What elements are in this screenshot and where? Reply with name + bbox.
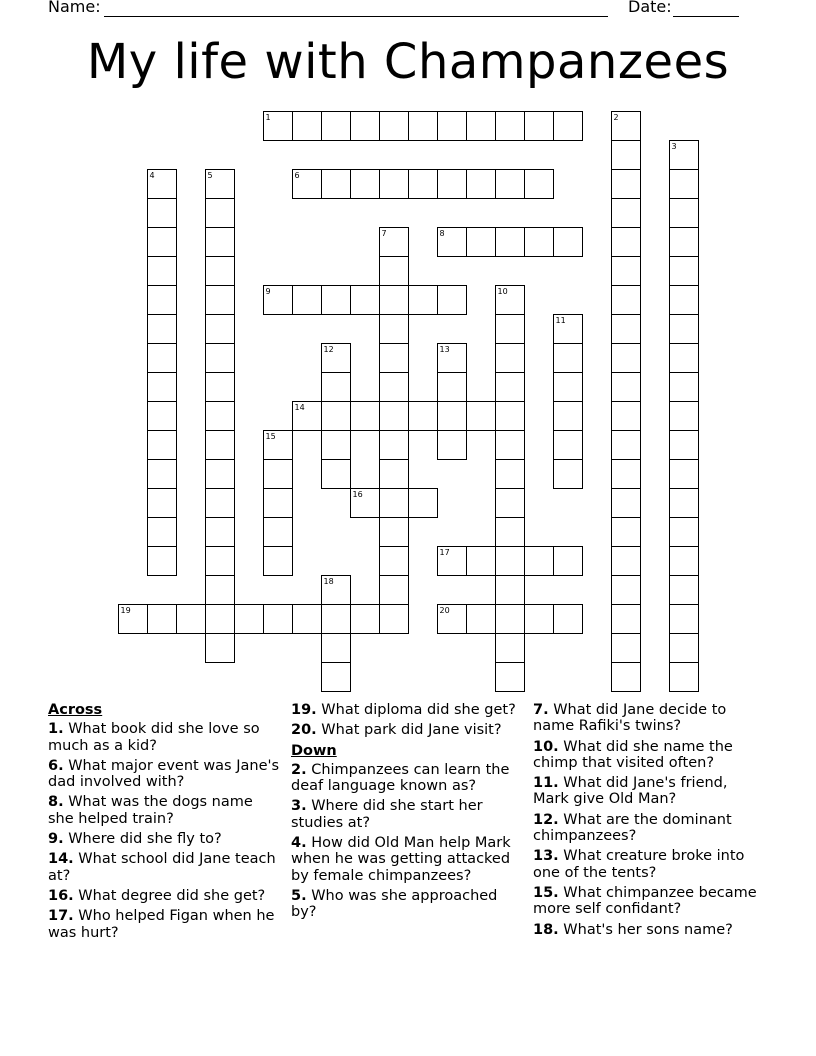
clue-number-label: 5 [207,171,213,180]
grid-cell[interactable] [525,547,554,576]
grid-cell[interactable] [264,547,293,576]
grid-cell[interactable] [148,489,177,518]
clue-number: 12. [533,811,559,828]
grid-cell[interactable] [293,112,322,141]
grid-cell[interactable] [351,170,380,199]
clue-text: What are the dominant chimpanzees? [533,811,732,845]
grid-cell[interactable] [322,286,351,315]
clue-number-label: 12 [323,345,334,354]
grid-cell[interactable] [612,547,641,576]
down-clue [533,812,763,845]
clue-number: 5. [291,887,307,904]
grid-cell[interactable] [206,373,235,402]
name-label: Name: [48,0,101,16]
grid-cell[interactable] [322,170,351,199]
clue-number: 7. [533,702,549,718]
grid-cell[interactable] [554,402,583,431]
clue-number: 13. [533,848,559,865]
grid-cell[interactable] [380,576,409,605]
grid-cell[interactable] [409,402,438,431]
grid-cell[interactable] [148,315,177,344]
clue-number-label: 18 [323,577,334,586]
clue-text: Chimpanzees can learn the deaf language known as? [291,761,510,795]
grid-cell[interactable] [670,257,699,286]
grid-cell[interactable] [322,605,351,634]
grid-cell[interactable] [438,402,467,431]
grid-cell[interactable] [525,228,554,257]
grid-cell[interactable] [670,199,699,228]
clue-text: What diploma did she get? [316,702,516,718]
grid-cell[interactable] [670,663,699,692]
clue-number-label: 17 [439,548,450,557]
grid-cell[interactable] [670,634,699,663]
page-title: My life with Champanzees [86,34,730,90]
clue-number: 2. [291,761,307,778]
grid-cell[interactable] [264,460,293,489]
clue-number-label: 1 [265,113,271,122]
clue-number: 15. [533,884,559,901]
grid-cell[interactable] [264,489,293,518]
clue-number-label: 15 [265,432,276,441]
grid-cell[interactable] [322,402,351,431]
grid-cell[interactable] [612,315,641,344]
grid-cell[interactable] [206,547,235,576]
clue-text: What chimpanzee became more self confidant? [533,884,757,918]
grid-cell[interactable] [670,489,699,518]
grid-cell[interactable] [438,373,467,402]
grid-cell[interactable] [554,547,583,576]
clue-number-label: 16 [352,490,363,499]
grid-cell[interactable] [235,605,264,634]
grid-cell[interactable] [612,286,641,315]
grid-cell[interactable] [206,228,235,257]
grid-cell[interactable] [148,286,177,315]
grid-cell[interactable] [612,228,641,257]
grid-cell[interactable] [206,605,235,634]
grid-cell[interactable] [438,286,467,315]
across-clue [48,794,283,827]
clue-number: 14. [48,851,74,868]
grid-cell[interactable] [148,605,177,634]
grid-cell[interactable] [496,489,525,518]
grid-cell[interactable] [148,518,177,547]
grid-cell[interactable] [612,373,641,402]
clue-number-label: 4 [149,171,155,180]
grid-cell[interactable] [206,344,235,373]
grid-cell[interactable] [206,402,235,431]
grid-cell[interactable] [148,199,177,228]
grid-cell[interactable] [467,547,496,576]
clue-text: What book did she love so much as a kid? [48,721,260,754]
grid-cell[interactable] [496,402,525,431]
grid-cell[interactable] [322,431,351,460]
clue-number: 9. [48,831,64,848]
grid-cell[interactable] [467,228,496,257]
grid-cell[interactable] [612,402,641,431]
clue-number-label: 9 [265,287,271,296]
down-clue [291,798,526,831]
grid-cell[interactable] [670,605,699,634]
grid-cell[interactable] [670,402,699,431]
grid-cell[interactable] [380,605,409,634]
grid-cell[interactable] [496,431,525,460]
grid-cell[interactable] [322,112,351,141]
grid-cell[interactable] [670,373,699,402]
grid-cell[interactable] [554,373,583,402]
grid-cell[interactable] [380,344,409,373]
grid-cell[interactable] [293,605,322,634]
clue-number: 20. [291,722,317,739]
grid-cell[interactable] [496,634,525,663]
grid-cell[interactable] [351,112,380,141]
grid-cell[interactable] [612,170,641,199]
grid-cell[interactable] [525,605,554,634]
grid-cell[interactable] [670,547,699,576]
grid-cell[interactable] [612,518,641,547]
grid-cell[interactable] [612,634,641,663]
grid-cell[interactable] [380,373,409,402]
clue-number: 17. [48,908,74,925]
grid-cell[interactable] [206,518,235,547]
grid-cell[interactable] [380,112,409,141]
grid-cell[interactable] [467,112,496,141]
grid-cell[interactable] [148,228,177,257]
down-clue [533,775,763,808]
grid-cell[interactable] [206,315,235,344]
grid-cell[interactable] [148,373,177,402]
clue-number-label: 14 [294,403,305,412]
grid-cell[interactable] [206,286,235,315]
grid-cell[interactable] [322,663,351,692]
grid-cell[interactable] [496,315,525,344]
grid-cell[interactable] [380,315,409,344]
grid-cell[interactable] [438,112,467,141]
grid-cell[interactable] [670,460,699,489]
clue-text: What did Jane's friend, Mark give Old Man? [533,775,728,808]
grid-cell[interactable] [148,431,177,460]
grid-cell[interactable] [148,460,177,489]
across-clue [48,758,283,791]
grid-cell[interactable] [148,547,177,576]
across-clue [48,908,283,941]
grid-cell[interactable] [525,170,554,199]
down-clue [533,848,763,881]
grid-cell[interactable] [380,518,409,547]
clue-text: Where did she start her studies at? [291,798,483,831]
down-clue [533,702,763,735]
grid-cell[interactable] [496,605,525,634]
clue-text: Where did she fly to? [63,831,222,848]
down-clue [533,922,763,938]
clue-text: How did Old Man help Mark when he was getting attacked by female chimpanzees? [291,835,511,884]
grid-cell[interactable] [496,228,525,257]
down-clue [291,888,526,921]
clue-text: What did Jane decide to name Rafiki's twins? [533,702,727,735]
across-clue [48,888,283,904]
grid-cell[interactable] [496,518,525,547]
clue-text: Who helped Figan when he was hurt? [48,908,275,941]
grid-cell[interactable] [496,576,525,605]
across-clue [291,722,526,738]
grid-cell[interactable] [206,489,235,518]
across-heading: Across [48,702,103,718]
grid-cell[interactable] [438,170,467,199]
grid-cell[interactable] [351,605,380,634]
clue-number-label: 10 [497,287,508,296]
grid-cell[interactable] [206,576,235,605]
grid-cell[interactable] [467,170,496,199]
grid-cell[interactable] [467,605,496,634]
grid-cell[interactable] [148,402,177,431]
grid-cell[interactable] [612,605,641,634]
grid-cell[interactable] [380,286,409,315]
across-clue [48,721,283,754]
across-clue [48,831,283,847]
clue-number: 18. [533,921,559,938]
grid-cell[interactable] [612,576,641,605]
clue-number: 19. [291,702,317,718]
grid-cell[interactable] [670,228,699,257]
clue-number: 10. [533,738,559,755]
clue-number-label: 20 [439,606,450,615]
clue-number: 1. [48,721,64,738]
clue-number-label: 11 [555,316,566,325]
grid-cell[interactable] [409,286,438,315]
clue-text: Who was she approached by? [291,887,498,921]
grid-cell[interactable] [612,344,641,373]
grid-cell[interactable] [380,402,409,431]
grid-cell[interactable] [670,431,699,460]
clue-number: 8. [48,794,64,811]
grid-cell[interactable] [612,460,641,489]
clue-text: What degree did she get? [73,887,266,904]
clue-number: 11. [533,775,559,792]
grid-cell[interactable] [612,663,641,692]
down-clue [291,762,526,795]
clue-number-label: 8 [439,229,445,238]
grid-cell[interactable] [670,576,699,605]
grid-cell[interactable] [496,170,525,199]
grid-cell[interactable] [612,431,641,460]
clue-column-2 [291,702,526,925]
clue-text: What school did Jane teach at? [48,851,276,884]
grid-cell[interactable] [670,344,699,373]
grid-cell[interactable] [612,199,641,228]
grid-cell[interactable] [438,431,467,460]
clue-number-label: 7 [381,229,387,238]
grid-cell[interactable] [409,112,438,141]
clue-number: 3. [291,798,307,815]
clue-text: What was the dogs name she helped train? [48,794,253,827]
grid-cell[interactable] [467,402,496,431]
grid-cell[interactable] [351,402,380,431]
grid-cell[interactable] [380,170,409,199]
clue-text: What major event was Jane's dad involved with? [48,757,280,791]
across-clue [48,851,283,884]
grid-cell[interactable] [670,315,699,344]
grid-cell[interactable] [525,112,554,141]
grid-cell[interactable] [554,605,583,634]
clue-text: What did she name the chimp that visited often? [533,738,733,771]
grid-cell[interactable] [206,460,235,489]
grid-cell[interactable] [670,518,699,547]
down-heading: Down [291,742,337,759]
clue-column-1 [48,702,283,945]
clue-number-label: 2 [613,113,619,122]
grid-cell[interactable] [496,547,525,576]
grid-cell[interactable] [409,170,438,199]
clue-text: What park did Jane visit? [316,722,502,739]
grid-cell[interactable] [496,663,525,692]
date-label: Date: [628,0,672,16]
grid-cell[interactable] [148,257,177,286]
grid-cell[interactable] [206,257,235,286]
grid-cell[interactable] [380,460,409,489]
grid-cell[interactable] [670,286,699,315]
grid-cell[interactable] [206,634,235,663]
grid-cell[interactable] [322,634,351,663]
grid-cell[interactable] [264,518,293,547]
grid-cell[interactable] [612,141,641,170]
grid-cell[interactable] [322,373,351,402]
grid-cell[interactable] [496,344,525,373]
across-clue [291,702,526,718]
grid-cell[interactable] [554,228,583,257]
grid-cell[interactable] [612,489,641,518]
grid-cell[interactable] [496,460,525,489]
grid-cell[interactable] [554,431,583,460]
grid-cell[interactable] [206,431,235,460]
clue-number: 6. [48,757,64,774]
down-clue [533,885,763,918]
grid-cell[interactable] [293,286,322,315]
grid-cell[interactable] [612,257,641,286]
clue-text: What's her sons name? [558,921,733,938]
grid-cell[interactable] [351,286,380,315]
down-clue [291,835,526,884]
grid-cell[interactable] [380,547,409,576]
grid-cell[interactable] [206,199,235,228]
clue-number-label: 13 [439,345,450,354]
grid-cell[interactable] [496,112,525,141]
down-clue [533,739,763,772]
grid-cell[interactable] [380,257,409,286]
grid-cell[interactable] [322,460,351,489]
clue-number-label: 19 [120,606,131,615]
clue-number: 4. [291,835,307,852]
grid-cell[interactable] [148,344,177,373]
grid-cell[interactable] [380,431,409,460]
clue-column-3 [533,702,763,942]
clue-number: 16. [48,887,74,904]
grid-cell[interactable] [554,112,583,141]
grid-cell[interactable] [670,170,699,199]
grid-cell[interactable] [554,460,583,489]
grid-cell[interactable] [177,605,206,634]
clue-number-label: 3 [671,142,677,151]
grid-cell[interactable] [554,344,583,373]
clue-number-label: 6 [294,171,300,180]
clue-text: What creature broke into one of the tents? [533,848,745,881]
grid-cell[interactable] [380,489,409,518]
grid-cell[interactable] [409,489,438,518]
grid-cell[interactable] [264,605,293,634]
grid-cell[interactable] [496,373,525,402]
